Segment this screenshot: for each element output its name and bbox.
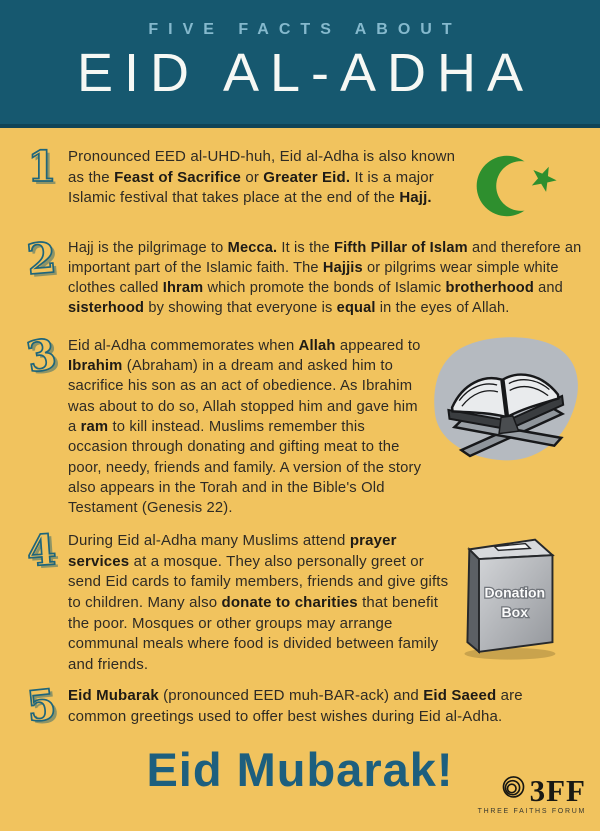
fact-item-2 <box>16 232 582 319</box>
facts-list <box>0 128 600 732</box>
fact-digit: 3 <box>23 328 61 383</box>
fact-text-3: Eid al-Adha commemorates when Allah appeared to Ibrahim (Abraham) in a dream and asked him to sacrifice his son as an act of obedience. As Ibrahim was about to do so, Allah stopped him and gave him a ram to kill instead. Muslims remember this occasion through donating and gifting meat to the poor, needy, friends and family. A version of the story also appears in the Torah and in the Bible's Old Testament (Genesis 22). <box>68 337 422 517</box>
fact-digit: 2 <box>25 232 59 285</box>
logo-row <box>478 774 586 806</box>
fact-text-2: Hajj is the pilgrimage to Mecca. It is the Fifth Pillar of Islam and therefore an important part of the Islamic faith. The Hajjis or pilgrims wear simple white clothes called Ihram which promote the bonds of Islamic brotherhood and sisterhood by showing that everyone is equal in the eyes of Allah. <box>68 240 582 316</box>
donation-box-label-line1: Donation <box>484 585 546 602</box>
logo-subtext: THREE FAITHS FORUM <box>477 808 586 815</box>
fact-item-3 <box>16 328 582 518</box>
quran-book-icon <box>426 329 586 469</box>
fact-item-1 <box>16 144 582 226</box>
logo-wordmark: 3FF <box>529 772 586 808</box>
greeting-text: Eid Mubarak! <box>146 743 454 797</box>
fact-number-4 <box>16 525 68 577</box>
donation-box-icon <box>450 516 566 662</box>
donation-box-label-line2: Box <box>501 604 528 621</box>
fact-text-4: During Eid al-Adha many Muslims attend prayer services at a mosque. They also personally greet or send Eid cards to family members, friends and give gifts to children. Many also donate to charities that benefit the poor. Mosques or other groups may arrange communal meals where food is divided between family and friends. <box>68 532 449 673</box>
fact-digit: 1 <box>27 142 57 191</box>
fact-number-2 <box>16 232 68 285</box>
spiral-rings-icon <box>500 774 527 806</box>
header-kicker: FIVE FACTS ABOUT <box>148 21 462 38</box>
fact-item-5 <box>16 679 582 732</box>
fact-number-1 <box>16 144 68 189</box>
fact-digit: 5 <box>24 679 60 732</box>
crescent-star-icon <box>472 146 572 226</box>
fact-text-1: Pronounced EED al-UHD-huh, Eid al-Adha is also known as the Feast of Sacrifice or Greater Eid. It is a major Islamic festival that takes place at the end of the Hajj. <box>68 148 456 207</box>
fact-item-4 <box>16 525 582 675</box>
poster-header <box>0 0 600 128</box>
fact-text-5: Eid Mubarak (pronounced EED muh-BAR-ack) and Eid Saeed are common greetings used to offer best wishes during Eid al-Adha. <box>68 687 523 725</box>
fact-digit: 4 <box>25 525 59 577</box>
fact-number-3 <box>16 328 68 383</box>
page-title: EID AL-ADHA <box>76 43 535 103</box>
fact-number-5 <box>16 679 68 732</box>
three-faiths-forum-logo <box>478 774 586 815</box>
